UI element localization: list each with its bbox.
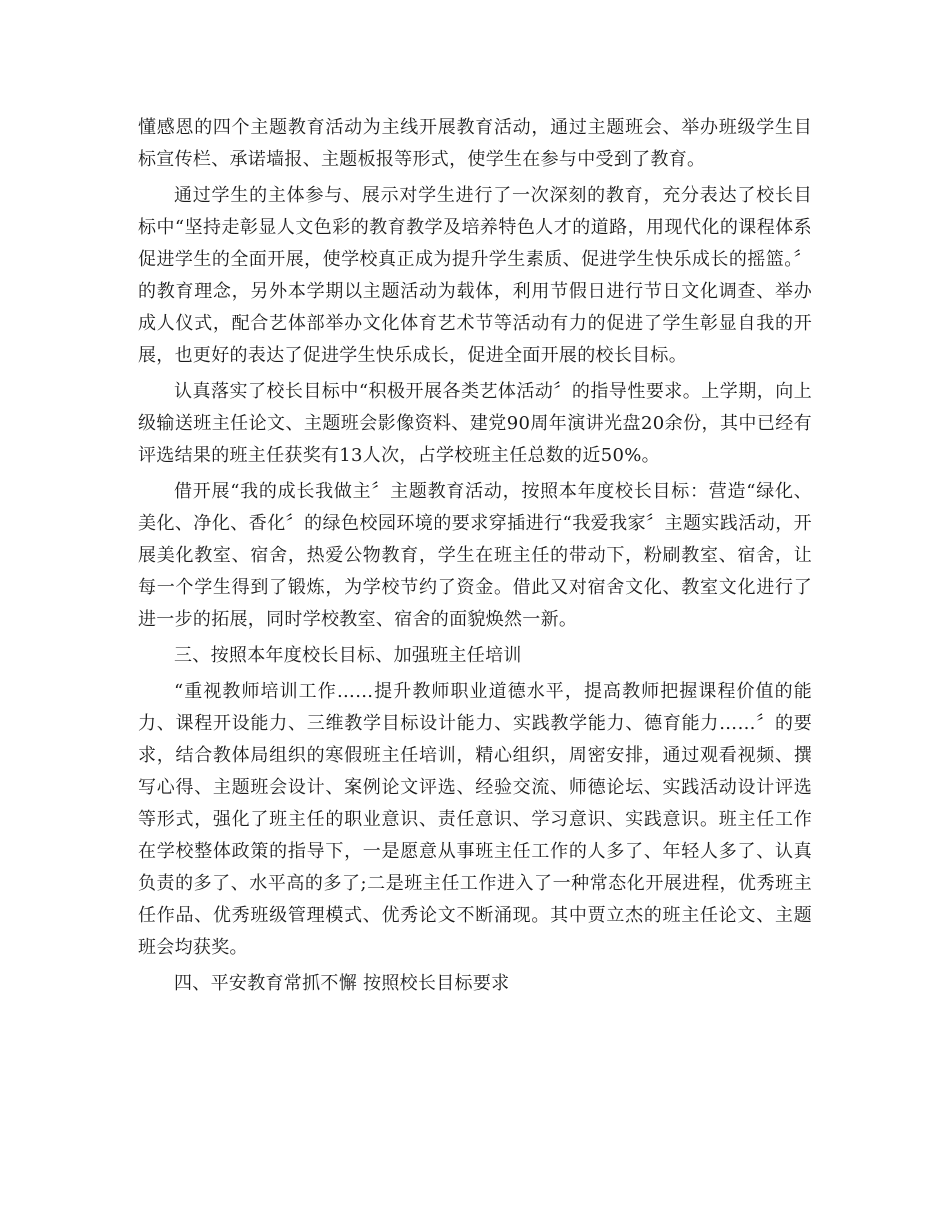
paragraph-student-participation: 通过学生的主体参与、展示对学生进行了一次深刻的教育，充分表达了校长目标中“坚持走彰显人文色彩的教育教学及培养特色人才的道路，用现代化的课程体系促进学生的全面开展，使学校真正成为提升学生素质、促进学生快乐成长的摇篮。〞的教育理念，另外本学期以主题活动为载体，利用节假日进行节日文化调查、举办成人仪式，配合艺体部举办文化体育艺术节等活动有力的促进了学生彰显自我的开展，也更好的表达了促进学生快乐成长，促进全面开展的校长目标。 bbox=[138, 185, 812, 366]
paragraph-intro-continuation: 懂感恩的四个主题教育活动为主线开展教育活动，通过主题班会、举办班级学生目标宣传栏、承诺墙报、主题板报等形式，使学生在参与中受到了教育。 bbox=[138, 117, 812, 170]
section-heading-safety-education: 四、平安教育常抓不懈 按照校长目标要求 bbox=[174, 973, 510, 994]
paragraph-teacher-training: “重视教师培训工作……提升教师职业道德水平，提高教师把握课程价值的能力、课程开设能力、三维教学目标设计能力、实践教学能力、德育能力……〞的要求，结合教体局组织的寒假班主任培训，精心组织，周密安排，通过观看视频、撰写心得、主题班会设计、案例论文评选、经验交流、师德论坛、实践活动设计评选等形式，强化了班主任的职业意识、责任意识、学习意识、实践意识。班主任工作在学校整体政策的指导下，一是愿意从事班主任工作的人多了、年轻人多了、认真负责的多了、水平高的多了;二是班主任工作进入了一种常态化开展进程，优秀班主任作品、优秀班级管理模式、优秀论文不断涌现。其中贾立杰的班主任论文、主题班会均获奖。 bbox=[138, 681, 812, 958]
paragraph-my-growth: 借开展“我的成长我做主〞主题教育活动，按照本年度校长目标：营造“绿化、美化、净化、香化〞的绿色校园环境的要求穿插进行“我爱我家〞主题实践活动，开展美化教室、宿舍，热爱公物教育，学生在班主任的带动下，粉刷教室、宿舍，让每一个学生得到了锻炼，为学校节约了资金。借此又对宿舍文化、教室文化进行了进一步的拓展，同时学校教室、宿舍的面貌焕然一新。 bbox=[138, 481, 812, 630]
paragraph-arts-activities: 认真落实了校长目标中“积极开展各类艺体活动〞的指导性要求。上学期，向上级输送班主任论文、主题班会影像资料、建党90周年演讲光盘20余份，其中已经有评选结果的班主任获奖有13人次，占学校班主任总数的近50%。 bbox=[138, 381, 812, 466]
document-body bbox=[138, 112, 812, 1004]
section-heading-teacher-training: 三、按照本年度校长目标、加强班主任培训 bbox=[174, 645, 522, 666]
